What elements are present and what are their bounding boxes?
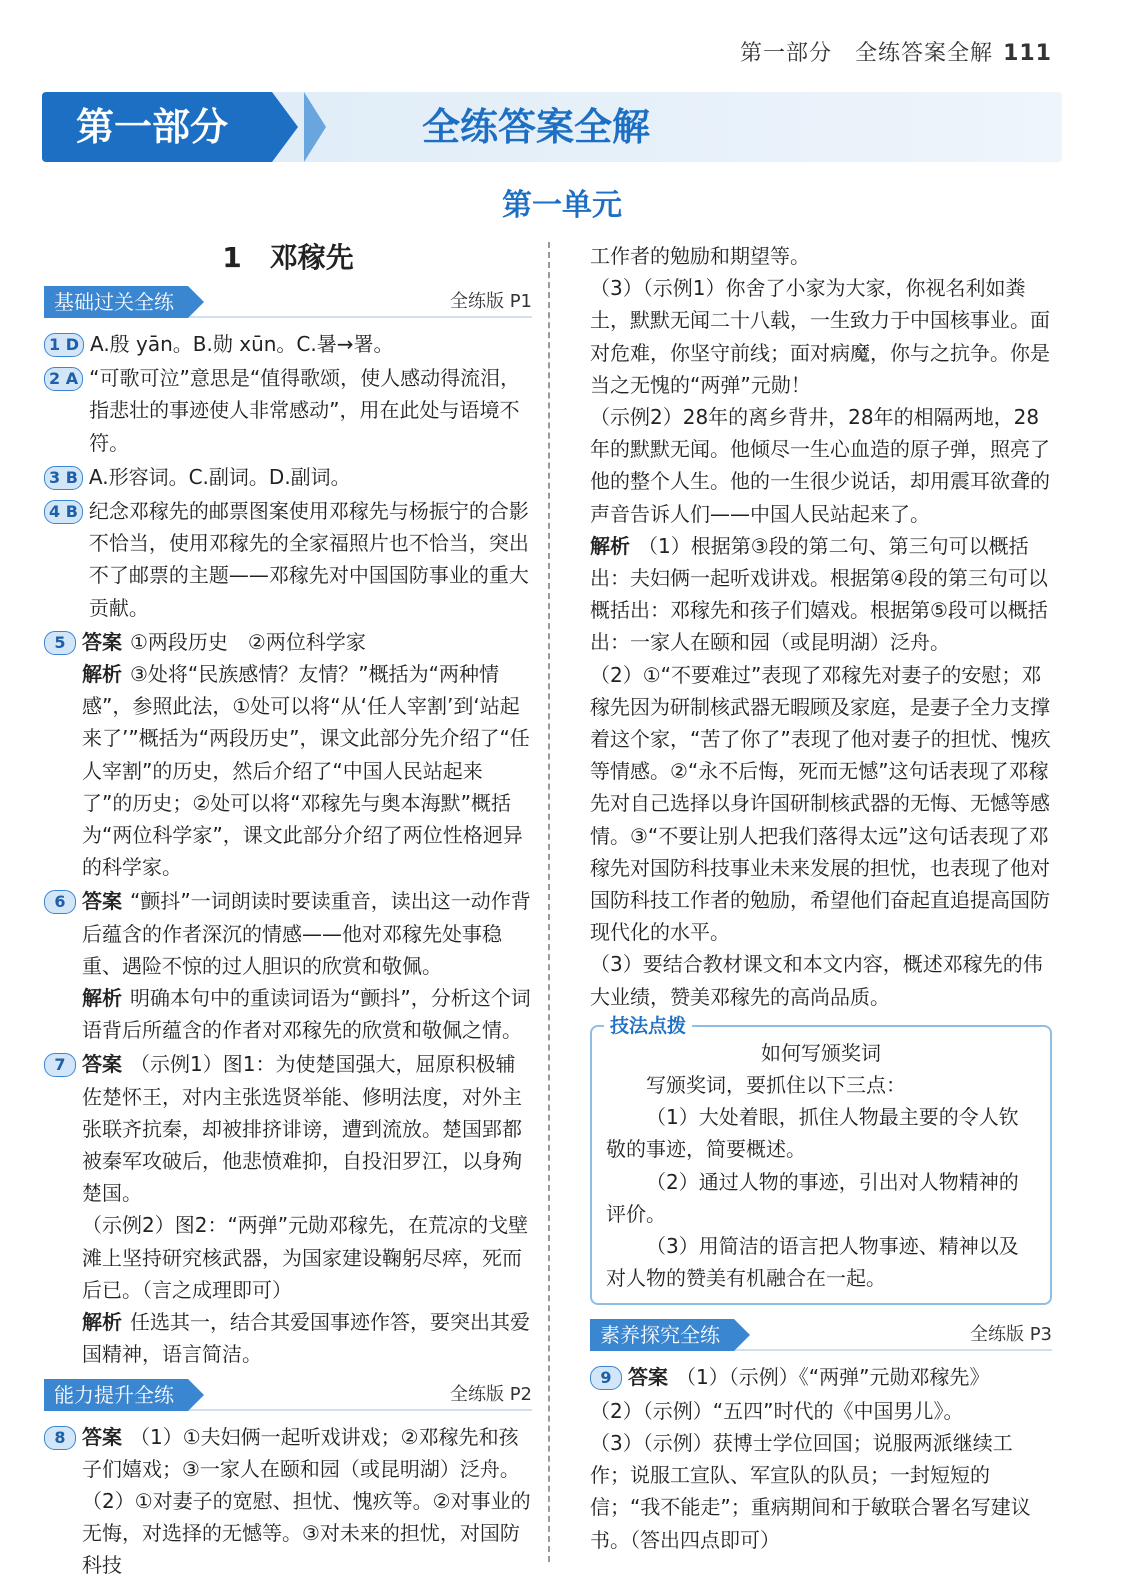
question-number: 4 B xyxy=(44,500,83,524)
tip-text: 写颁奖词，要抓住以下三点： xyxy=(646,1073,906,1098)
part-label: 第一部分 xyxy=(42,92,272,162)
question-text: A.形容词。C.副词。D.副词。 xyxy=(88,464,351,489)
answer-label: 答案 xyxy=(82,1052,122,1077)
question-text: A.殷 yān。B.勋 xūn。C.暑→署。 xyxy=(89,332,394,356)
explanation-text: 任选其一，结合其爱国事迹作答，要突出其爱国精神，语言简洁。 xyxy=(82,1310,530,1367)
explanation-text: （3）要结合教材课文和本文内容，概述邓稼先的伟大业绩，赞美邓稼先的高尚品质。 xyxy=(590,952,1043,1009)
question-number: 1 D xyxy=(44,333,84,357)
lesson-title: 1 邓稼先 xyxy=(222,241,354,274)
answer-text: （3）（示例）获博士学位回国；说服两派继续工作；说服工宣队、军宣队的队员；一封短短的信；“我不能走”；重病期间和于敏联合署名写建议书。（答出四点即可） xyxy=(590,1430,1031,1552)
question-number: 9 xyxy=(590,1366,622,1390)
section-header xyxy=(44,286,532,318)
explanation-text: ③处将“民族感情？友情？”概括为“两种情感”，参照此法，①处可以将“从‘任人宰割’到‘站起来了’”概括为“两段历史”，课文此部分先介绍了“任人宰割”的历史，然后介绍了“中国人民站起来了”的历史；②处可以将“邓稼先与奥本海默”概括为“两位科学家”，课文此部分介绍了两位性格迥异的科学家。 xyxy=(82,662,530,880)
continued-text: 工作者的勉励和期望等。 xyxy=(590,244,810,268)
page-number: 111 xyxy=(1003,41,1052,66)
answer-text: “颤抖”一词朗读时要读重音，读出这一动作背后蕴含的作者深沉的情感——他对邓稼先处事稳重、遇险不惊的过人胆识的欣赏和敬佩。 xyxy=(82,889,531,978)
question-item xyxy=(44,626,532,884)
answer-label: 答案 xyxy=(82,629,122,654)
section-ref: 全练版 P2 xyxy=(449,1383,532,1405)
question-item xyxy=(44,328,532,360)
question-number: 6 xyxy=(44,890,76,914)
section-header xyxy=(44,1379,532,1411)
question-number: 8 xyxy=(44,1426,76,1450)
answer-text: （示例2）28年的离乡背井，28年的相隔两地，28年的默默无闻。他倾尽一生心血造的原子弹，照亮了他的整个人生。他的一生很少说话，却用震耳欲聋的声音告诉人们——中国人民站起来了。 xyxy=(590,405,1050,526)
tip-text: （3）用简洁的语言把人物事迹、精神以及对人物的赞美有机融合在一起。 xyxy=(606,1234,1019,1291)
section-label: 素养探究全练 xyxy=(590,1319,734,1351)
section-ref: 全练版 P3 xyxy=(969,1323,1052,1345)
answer-text: （2）①对妻子的宽慰、担忧、愧疚等。②对事业的无悔，对选择的无憾等。③对未来的担忧，对国防科技 xyxy=(82,1488,531,1578)
question-item xyxy=(44,885,532,1046)
chevron-right-icon xyxy=(272,92,298,162)
left-column xyxy=(44,240,532,1584)
right-column xyxy=(590,240,1052,1556)
answer-text: （2）（示例）“五四”时代的《中国男儿》。 xyxy=(590,1398,964,1423)
question-item xyxy=(44,461,532,493)
question-item xyxy=(44,1048,532,1370)
section-label: 能力提升全练 xyxy=(44,1379,188,1411)
tip-text: （2）通过人物的事迹，引出对人物精神的评价。 xyxy=(606,1169,1019,1226)
tip-title: 如何写颁奖词 xyxy=(761,1040,881,1065)
answer-text: （3）（示例1）你舍了小家为大家，你视名利如粪土，默默无闻二十八载，一生致力于中国核事业。面对危难，你坚守前线；面对病魔，你与之抗争。你是当之无愧的“两弹”元勋！ xyxy=(590,276,1050,397)
unit-title: 第一单元 xyxy=(502,188,622,223)
answer-text: （1）（示例）《“两弹”元勋邓稼先》 xyxy=(676,1364,990,1389)
explanation-label: 解析 xyxy=(590,533,630,558)
section-label: 基础过关全练 xyxy=(44,286,188,318)
question-item xyxy=(44,1421,532,1582)
answer-label: 答案 xyxy=(82,889,122,914)
question-item xyxy=(590,1361,1052,1393)
section-ref: 全练版 P1 xyxy=(449,291,532,312)
question-number: 5 xyxy=(44,631,76,655)
explanation-text: （2）①“不要难过”表现了邓稼先对妻子的安慰；邓稼先因为研制核武器无暇顾及家庭，是妻子全力支撑着这个家，“苦了你了”表现了他对妻子的担忧、愧疚等情感。②“永不后悔，死而无憾”这句话表现了邓稼先对自己选择以身许国研制核武器的无悔、无憾等感情。③“不要让别人把我们落得太远”这句话表现了邓稼先对国防科技事业未来发展的担忧，也表现了他对国防科技工作者的勉励，希望他们奋起直追提高国防现代化的水平。 xyxy=(590,662,1051,945)
section-header xyxy=(590,1319,1052,1351)
question-text: “可歌可泣”意思是“值得歌颂，使人感动得流泪，指悲壮的事迹使人非常感动”，用在此处与语境不符。 xyxy=(89,366,521,455)
question-item xyxy=(44,362,532,459)
answer-label: 答案 xyxy=(82,1424,122,1449)
explanation-label: 解析 xyxy=(82,986,122,1011)
tip-text: （1）大处着眼，抓住人物最主要的令人钦敬的事迹，简要概述。 xyxy=(606,1105,1019,1162)
column-divider xyxy=(548,242,550,1562)
answer-label: 答案 xyxy=(628,1364,668,1389)
tip-heading: 技法点拨 xyxy=(604,1011,692,1041)
running-title: 第一部分 全练答案全解 xyxy=(740,41,994,66)
running-head xyxy=(740,36,1052,67)
explanation-label: 解析 xyxy=(82,1310,122,1335)
explanation-text: 明确本句中的重读词语为“颤抖”，分析这个词语背后所蕴含的作者对邓稼先的欣赏和敬佩之情。 xyxy=(82,986,531,1043)
question-item xyxy=(44,495,532,624)
answer-text: ①两段历史 ②两位科学家 xyxy=(130,629,366,654)
question-number: 2 A xyxy=(44,367,83,391)
answer-text: （示例1）图1：为使楚国强大，屈原积极辅佐楚怀王，对内主张选贤举能、修明法度，对外主张联齐抗秦，却被排挤诽谤，遭到流放。楚国郢都被秦军攻破后，他悲愤难抑，自投汨罗江，以身殉楚国。 xyxy=(82,1052,522,1206)
chevron-right-icon xyxy=(304,92,326,162)
answer-text: （示例2）图2：“两弹”元勋邓稼先，在荒凉的戈壁滩上坚持研究核武器，为国家建设鞠躬尽瘁，死而后已。（言之成理即可） xyxy=(82,1213,529,1302)
question-number: 3 B xyxy=(44,466,83,490)
banner-title: 全练答案全解 xyxy=(422,105,651,149)
part-banner xyxy=(42,92,1062,162)
tip-box xyxy=(590,1014,1052,1305)
question-text: 纪念邓稼先的邮票图案使用邓稼先与杨振宁的合影不恰当，使用邓稼先的全家福照片也不恰当，突出不了邮票的主题——邓稼先对中国国防事业的重大贡献。 xyxy=(88,499,529,620)
question-number: 7 xyxy=(44,1053,76,1077)
explanation-text: （1）根据第③段的第二句、第三句可以概括出：夫妇俩一起听戏讲戏。根据第④段的第三句可以概括出：邓稼先和孩子们嬉戏。根据第⑤段可以概括出：一家人在颐和园（或昆明湖）泛舟。 xyxy=(590,533,1048,655)
answer-text: （1）①夫妇俩一起听戏讲戏；②邓稼先和孩子们嬉戏；③一家人在颐和园（或昆明湖）泛舟。 xyxy=(82,1424,520,1481)
explanation-label: 解析 xyxy=(82,662,122,687)
